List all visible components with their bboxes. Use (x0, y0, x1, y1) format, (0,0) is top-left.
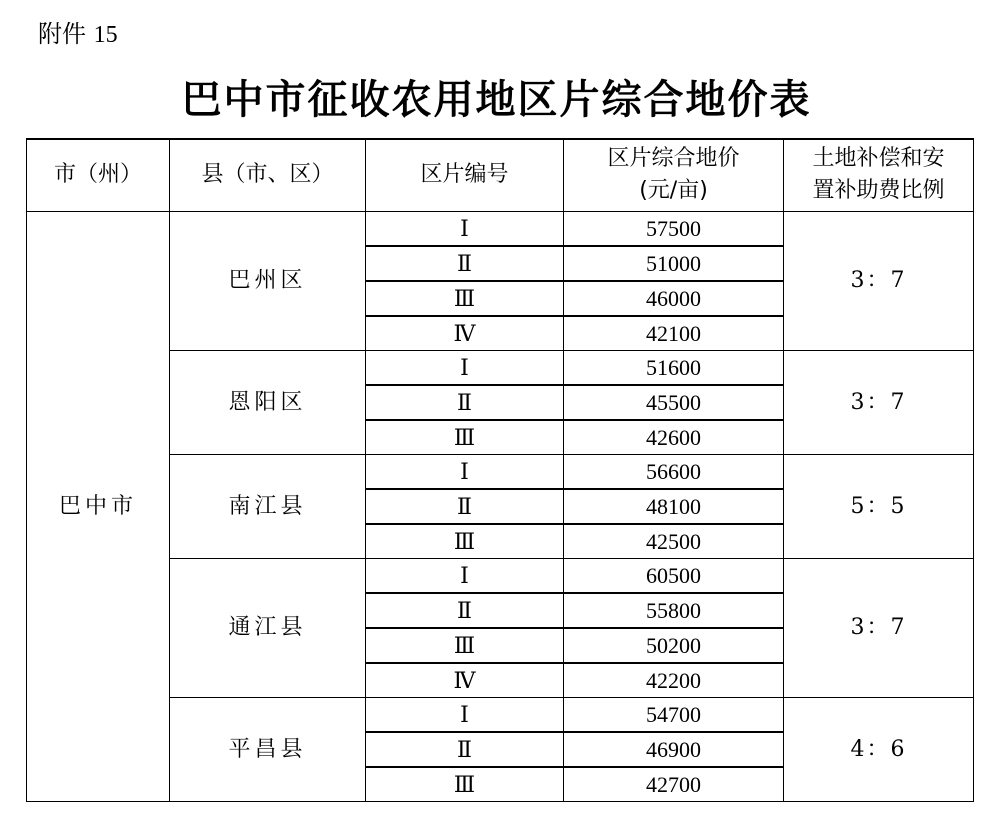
table-row (27, 558, 974, 593)
county-cell: 通江县 (170, 558, 366, 697)
header-price (564, 139, 784, 211)
price-cell: 57500 (564, 211, 784, 246)
ratio-cell: 3：7 (784, 211, 974, 350)
zone-cell: Ⅰ (366, 697, 564, 732)
header-zone: 区片编号 (366, 139, 564, 211)
header-ratio-line1: 土地补偿和安 (812, 146, 945, 172)
zone-cell: Ⅲ (366, 628, 564, 663)
price-cell: 42500 (564, 524, 784, 559)
attachment-number: 15 (93, 22, 118, 48)
attachment-label (38, 14, 118, 55)
zone-cell: Ⅱ (366, 489, 564, 524)
price-cell: 54700 (564, 697, 784, 732)
price-cell: 55800 (564, 593, 784, 628)
header-ratio-line2: 置补助费比例 (812, 178, 945, 204)
table-row (27, 211, 974, 246)
table-header-row (27, 139, 974, 211)
header-price-line1: 区片综合地价 (607, 146, 740, 172)
county-cell: 巴州区 (170, 211, 366, 350)
ratio-cell: 5：5 (784, 454, 974, 558)
zone-cell: Ⅳ (366, 663, 564, 698)
price-cell: 56600 (564, 454, 784, 489)
zone-cell: Ⅱ (366, 385, 564, 420)
county-cell: 平昌县 (170, 697, 366, 801)
price-cell: 42100 (564, 316, 784, 351)
page-title: 巴中市征收农用地区片综合地价表 (181, 76, 812, 123)
ratio-cell: 3：7 (784, 350, 974, 454)
price-cell: 42700 (564, 767, 784, 802)
zone-cell: Ⅱ (366, 593, 564, 628)
table-body (27, 211, 974, 801)
zone-cell: Ⅰ (366, 211, 564, 246)
zone-cell: Ⅱ (366, 732, 564, 767)
zone-cell: Ⅰ (366, 350, 564, 385)
county-cell: 南江县 (170, 454, 366, 558)
price-cell: 60500 (564, 558, 784, 593)
price-cell: 45500 (564, 385, 784, 420)
county-cell: 恩阳区 (170, 350, 366, 454)
ratio-cell: 3：7 (784, 558, 974, 697)
city-cell: 巴中市 (27, 211, 170, 801)
zone-cell: Ⅱ (366, 246, 564, 281)
zone-cell: Ⅰ (366, 454, 564, 489)
zone-cell: Ⅲ (366, 281, 564, 316)
zone-cell: Ⅲ (366, 767, 564, 802)
price-cell: 51600 (564, 350, 784, 385)
header-ratio (784, 139, 974, 211)
zone-cell: Ⅰ (366, 558, 564, 593)
price-cell: 50200 (564, 628, 784, 663)
header-price-line2: (元/亩) (639, 178, 708, 204)
land-price-table (26, 138, 974, 802)
header-county: 县（市、区） (170, 139, 366, 211)
header-city: 市（州） (27, 139, 170, 211)
price-cell: 46000 (564, 281, 784, 316)
zone-cell: Ⅳ (366, 316, 564, 351)
zone-cell: Ⅲ (366, 420, 564, 455)
price-cell: 42200 (564, 663, 784, 698)
attachment-prefix: 附件 (38, 20, 86, 48)
table-row (27, 697, 974, 732)
ratio-cell: 4：6 (784, 697, 974, 801)
table-row (27, 454, 974, 489)
price-cell: 51000 (564, 246, 784, 281)
price-cell: 42600 (564, 420, 784, 455)
table-row (27, 350, 974, 385)
price-cell: 48100 (564, 489, 784, 524)
zone-cell: Ⅲ (366, 524, 564, 559)
price-cell: 46900 (564, 732, 784, 767)
